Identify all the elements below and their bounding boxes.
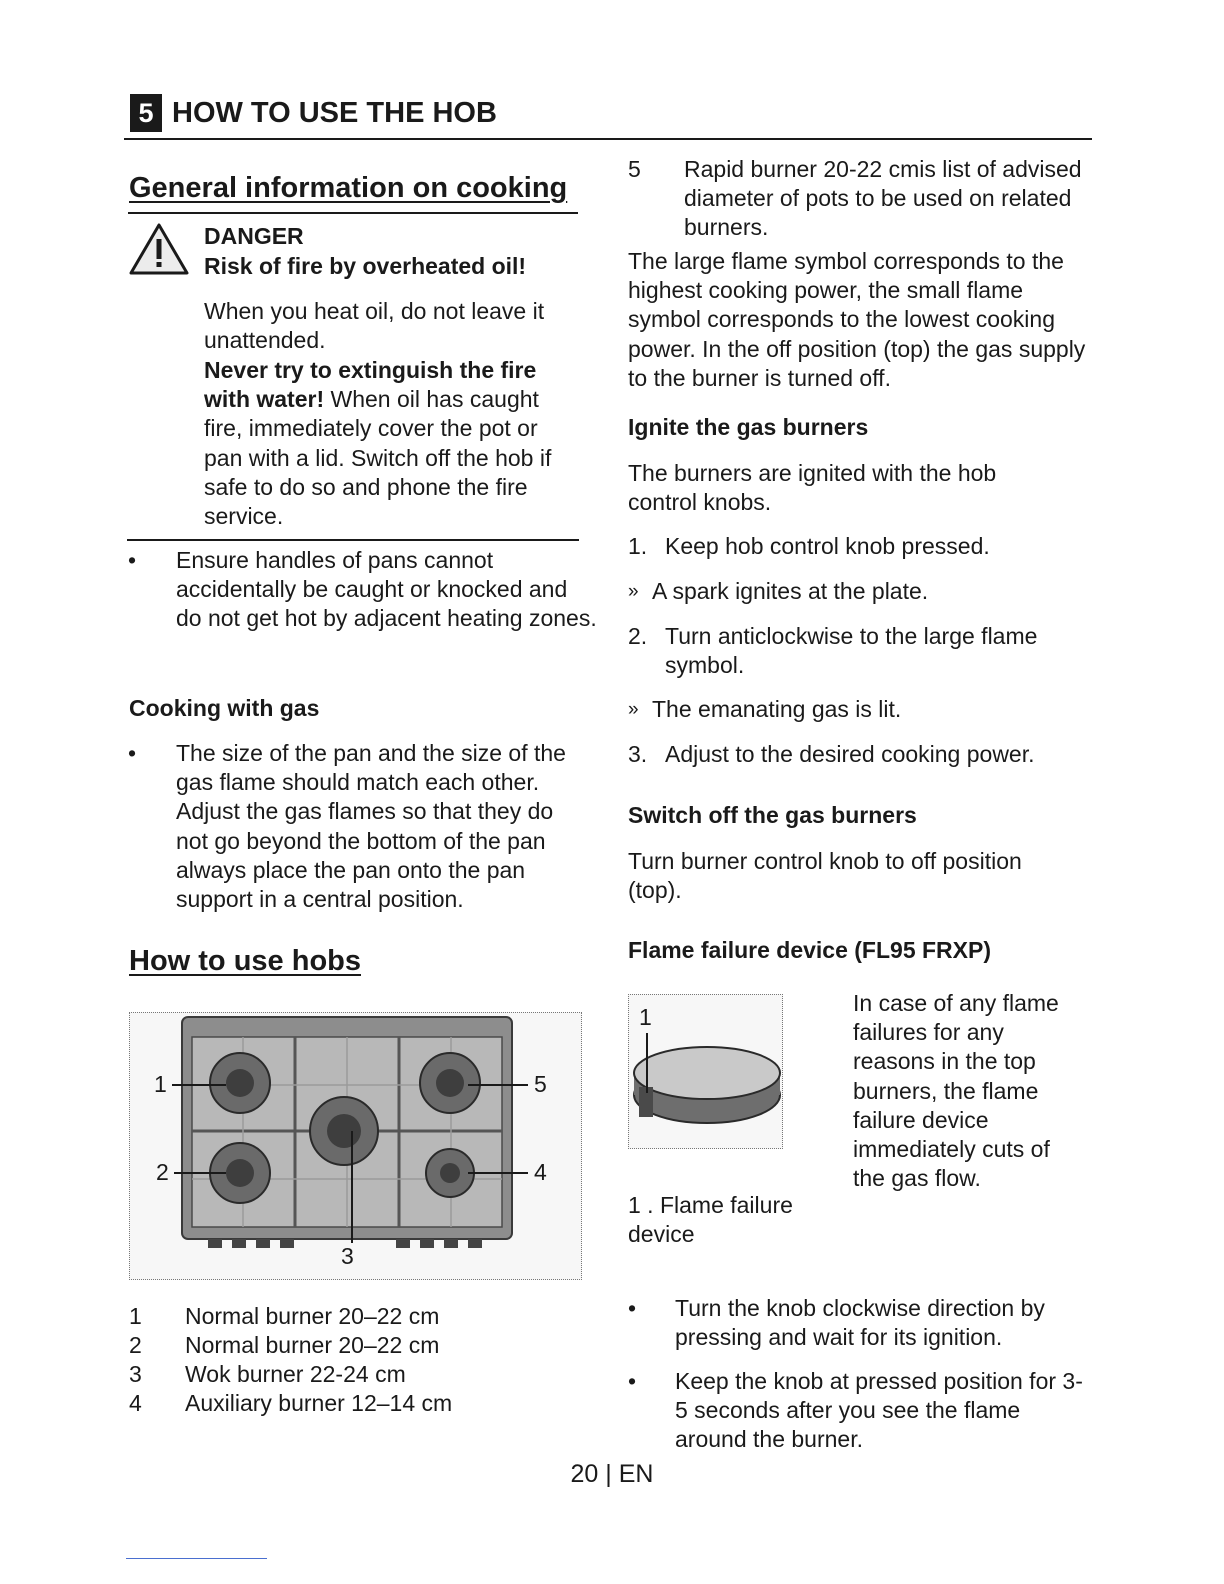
switch-off-heading: Switch off the gas burners <box>628 802 917 828</box>
step-marker: » <box>628 581 639 602</box>
burner-5-text: Rapid burner 20-22 cmis list of advised diameter of pots to be used on related burners. <box>684 156 1082 241</box>
figure-label: 3 <box>341 1243 354 1269</box>
bullet-text: The size of the pan and the size of the gas flame should match each other. Adjust the gas flames so that they do not go beyond the bottom of the pan always place the pan onto the pan support in a central position. <box>176 740 566 913</box>
ffd-caption: 1 . Flame failure device <box>628 1192 793 1248</box>
general-info-heading: General information on cooking <box>129 172 568 204</box>
hob-illustration <box>130 1013 581 1279</box>
step-text: The emanating gas is lit. <box>652 696 902 722</box>
danger-warning-rest: When oil has caught fire, immediately cover the pot or pan with a lid. Switch off the hob if safe to do so and phone the fire service. <box>204 386 552 530</box>
danger-title: DANGER <box>204 223 304 249</box>
bullet-item <box>628 1294 1088 1352</box>
step-marker: 3. <box>628 741 648 767</box>
list-number: 2 <box>129 1332 142 1358</box>
bullet-dot: • <box>628 1295 637 1321</box>
bullet-item <box>128 739 578 914</box>
step-item <box>628 532 1088 561</box>
step-item <box>628 577 1088 606</box>
figure-label: 2 <box>156 1159 169 1185</box>
bullet-item <box>128 546 598 634</box>
step-item <box>628 740 1088 769</box>
list-number: 1 <box>129 1303 142 1329</box>
bullet-dot: • <box>128 547 137 573</box>
step-item <box>628 695 1088 724</box>
ignite-heading: Ignite the gas burners <box>628 414 869 440</box>
step-marker: » <box>628 699 639 720</box>
step-marker: 1. <box>628 533 648 559</box>
list-text: Wok burner 22-24 cm <box>185 1361 406 1387</box>
bullet-text: Turn the knob clockwise direction by pressing and wait for its ignition. <box>675 1295 1045 1351</box>
ffd-figure <box>628 994 783 1149</box>
ffd-figure-label: 1 <box>639 1004 652 1030</box>
burner-list <box>129 1302 589 1418</box>
step-item <box>628 622 1068 680</box>
list-number: 4 <box>129 1390 142 1416</box>
list-number: 5 <box>628 156 641 182</box>
footer-rule <box>126 1558 267 1559</box>
flame-symbol-paragraph: The large flame symbol corresponds to the highest cooking power, the small flame symbol corresponds to the lowest cooking power. In the off position (top) the gas supply to the burner is turned off. <box>628 248 1086 391</box>
bullet-dot: • <box>628 1368 637 1394</box>
switch-off-paragraph: Turn burner control knob to off position (top). <box>628 848 1022 904</box>
step-text: A spark ignites at the plate. <box>652 578 929 604</box>
step-marker: 2. <box>628 623 648 649</box>
step-text: Adjust to the desired cooking power. <box>665 741 1035 767</box>
danger-warning-bold: Never try to extinguish the fire with water! <box>204 357 537 413</box>
cooking-gas-heading: Cooking with gas <box>129 695 320 721</box>
figure-label: 5 <box>534 1071 547 1097</box>
bullet-text: Ensure handles of pans cannot accidentally be caught or knocked and do not get hot by adjacent heating zones. <box>176 547 597 632</box>
step-text: Keep hob control knob pressed. <box>665 533 990 559</box>
section-divider <box>124 138 1092 140</box>
danger-subtitle: Risk of fire by overheated oil! <box>204 253 527 279</box>
hob-figure <box>129 1012 582 1280</box>
list-item <box>129 1360 589 1389</box>
list-item <box>129 1331 589 1360</box>
list-text: Normal burner 20–22 cm <box>185 1303 440 1329</box>
ffd-heading: Flame failure device (FL95 FRXP) <box>628 937 992 963</box>
section-title: HOW TO USE THE HOB <box>172 97 497 129</box>
step-text: Turn anticlockwise to the large flame symbol. <box>665 623 1038 679</box>
figure-label: 4 <box>534 1159 547 1185</box>
list-number: 3 <box>129 1361 142 1387</box>
list-text: Auxiliary burner 12–14 cm <box>185 1390 453 1416</box>
danger-bottom-rule <box>127 539 579 541</box>
flame-failure-device-illustration <box>629 995 782 1148</box>
list-text: Normal burner 20–22 cm <box>185 1332 440 1358</box>
heading-rule <box>128 212 578 214</box>
ignite-paragraph: The burners are ignited with the hob control knobs. <box>628 460 997 516</box>
ffd-paragraph: In case of any flame failures for any reasons in the top burners, the flame failure device immediately cuts of the gas flow. <box>853 990 1059 1192</box>
page-number: 20 | EN <box>570 1460 654 1488</box>
how-to-use-hobs-heading: How to use hobs <box>129 945 361 977</box>
bullet-dot: • <box>128 740 137 766</box>
list-item <box>129 1302 589 1331</box>
bullet-item <box>628 1367 1088 1455</box>
section-number-badge: 5 <box>130 94 162 132</box>
danger-text-2 <box>204 356 574 531</box>
bullet-text: Keep the knob at pressed position for 3-5 seconds after you see the flame around the burner. <box>675 1368 1083 1453</box>
list-item <box>129 1389 589 1418</box>
warning-triangle-icon <box>128 222 190 276</box>
figure-label: 1 <box>154 1071 167 1097</box>
danger-text-1: When you heat oil, do not leave it unattended. <box>204 298 545 354</box>
